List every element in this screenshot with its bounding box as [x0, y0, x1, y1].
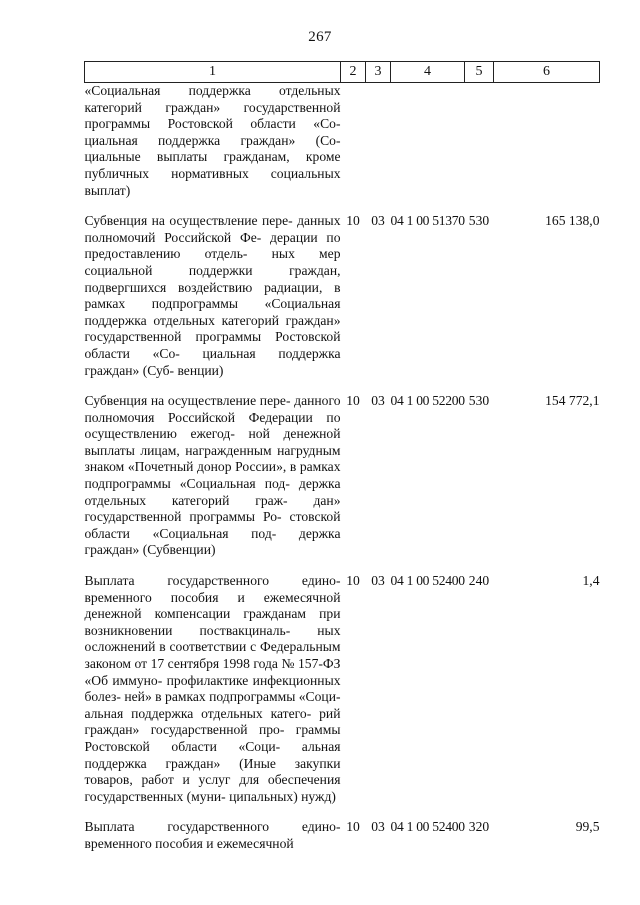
description-line: данных полномочий Российской Фе- [84, 213, 341, 245]
description-line: ципальных) нужд) [229, 788, 336, 804]
row-amount: 154 772,1 [545, 393, 600, 409]
header-col-2: 2 [341, 62, 366, 83]
row-subsection-code: 03 [371, 213, 385, 229]
description-line: обеспечения государственных (муни- [84, 772, 341, 804]
row-target-article: 04 1 00 51370 [390, 213, 465, 229]
description-line: Выплата государственного едино- [84, 573, 341, 589]
description-line: граждан, подвергшихся воздействию [84, 262, 341, 295]
row-target-article: 04 1 00 52200 [390, 393, 465, 409]
description-line: держка граждан» (Субвенции) [84, 525, 341, 558]
row-expense-type [465, 83, 494, 200]
row-expense-type: 530 [468, 213, 490, 229]
header-col-6: 6 [494, 62, 600, 83]
description-line: профилактике инфекционных болез- [84, 672, 341, 705]
row-spacer [85, 199, 600, 213]
description-line: «Социальная поддержка отдельных [84, 296, 341, 328]
description-line: Федеральным законом от 17 сентября [84, 639, 341, 671]
description-line: программы Ростовской области «Со- [84, 329, 341, 361]
row-description [85, 83, 341, 200]
table-row [85, 393, 600, 559]
description-line: подпрограммы «Социальная под- [84, 476, 290, 492]
description-line: 1998 года № 157-ФЗ «Об иммуно- [84, 656, 341, 688]
description-line: данного полномочия Российской [84, 393, 341, 425]
header-row [85, 62, 600, 83]
description-line: Субвенция на осуществление пере- [84, 393, 291, 409]
row-section-code: 10 [346, 393, 360, 409]
page-number: 267 [308, 29, 332, 45]
description-line: категорий граждан» государственной [84, 312, 341, 345]
description-line: венции) [177, 362, 224, 378]
row-subsection-code: 03 [371, 393, 385, 409]
description-line: «Социальная поддержка отдельных [84, 83, 341, 98]
description-line: временного пособия и ежемесячной [84, 589, 341, 605]
header-col-4: 4 [391, 62, 465, 83]
row-description [85, 393, 341, 559]
description-line: дан» государственной программы Ро- [84, 492, 341, 525]
table-row [85, 213, 600, 379]
description-line: ных мер социальной поддержки [84, 246, 341, 278]
row-subsection-code: 03 [371, 573, 385, 589]
row-description [85, 819, 341, 852]
description-line: стовской области «Социальная под- [84, 509, 341, 541]
row-spacer [85, 379, 600, 393]
description-line: выплат) [84, 182, 131, 198]
description-line: дерации по предоставлению отдель- [84, 229, 341, 262]
row-amount: 165 138,0 [545, 213, 600, 229]
row-section-code: 10 [346, 573, 360, 589]
row-target-article [391, 83, 465, 200]
header-col-1: 1 [85, 62, 341, 83]
description-line: альная поддержка отдельных катего- [84, 705, 312, 721]
row-amount [494, 83, 600, 200]
row-expense-type: 320 [468, 819, 490, 835]
description-line: циальные выплаты гражданам, кроме [84, 149, 341, 165]
description-line: при возникновении поствакциналь- [84, 606, 341, 638]
description-line: закупки товаров, работ и услуг для [84, 755, 341, 788]
row-section-code: 10 [346, 819, 360, 835]
table-row [85, 83, 600, 200]
description-line: «Почетный донор России», в рамках [127, 459, 341, 475]
description-line: ной денежной выплаты лицам, [84, 426, 341, 458]
description-line: категорий граждан» государственной [84, 99, 341, 115]
row-spacer [85, 805, 600, 819]
table-row [85, 819, 600, 852]
description-line: Субвенция на осуществление пере- [84, 213, 293, 229]
row-section-code: 10 [346, 213, 360, 229]
description-line: публичных нормативных социальных [84, 165, 341, 181]
header-col-5: 5 [465, 62, 494, 83]
description-line: альная поддержка граждан» (Иные [84, 738, 341, 771]
row-expense-type: 240 [468, 573, 490, 589]
table-body [85, 83, 600, 853]
row-description [85, 213, 341, 379]
row-target-article: 04 1 00 52400 [390, 819, 465, 835]
header-col-3: 3 [366, 62, 391, 83]
row-spacer-cell [85, 559, 600, 573]
description-line: рий граждан» государственной про- [84, 705, 341, 738]
description-line: циальная поддержка граждан» (Со- [84, 132, 341, 148]
row-description [85, 573, 341, 805]
description-line: Выплата государственного едино- [84, 819, 341, 835]
description-line: ней» в рамках подпрограммы «Соци- [124, 689, 341, 705]
description-line: Федерации по осуществлению ежегод- [84, 409, 341, 442]
row-amount: 99,5 [575, 819, 600, 835]
row-amount: 1,4 [582, 573, 600, 589]
description-line: радиации, в рамках подпрограммы [84, 279, 341, 312]
budget-table [84, 61, 600, 853]
row-section-code [341, 83, 366, 200]
row-subsection-code [366, 83, 391, 200]
row-expense-type: 530 [468, 393, 490, 409]
description-line: циальная поддержка граждан» (Суб- [84, 345, 341, 378]
description-line: награжденным нагрудным знаком [84, 442, 341, 475]
row-spacer-cell [85, 199, 600, 213]
row-spacer-cell [85, 379, 600, 393]
description-line: временного пособия и ежемесячной [84, 835, 294, 851]
description-line: держка отдельных категорий граж- [84, 476, 341, 508]
row-subsection-code: 03 [371, 819, 385, 835]
row-target-article: 04 1 00 52400 [390, 573, 465, 589]
description-line: программы Ростовской области «Со- [84, 116, 341, 132]
row-spacer [85, 559, 600, 573]
row-spacer-cell [85, 805, 600, 819]
description-line: денежной компенсации гражданам [84, 606, 307, 622]
table-row [85, 573, 600, 805]
description-line: ных осложнений в соответствии с [84, 622, 341, 655]
description-line: граммы Ростовской области «Соци- [84, 722, 341, 754]
